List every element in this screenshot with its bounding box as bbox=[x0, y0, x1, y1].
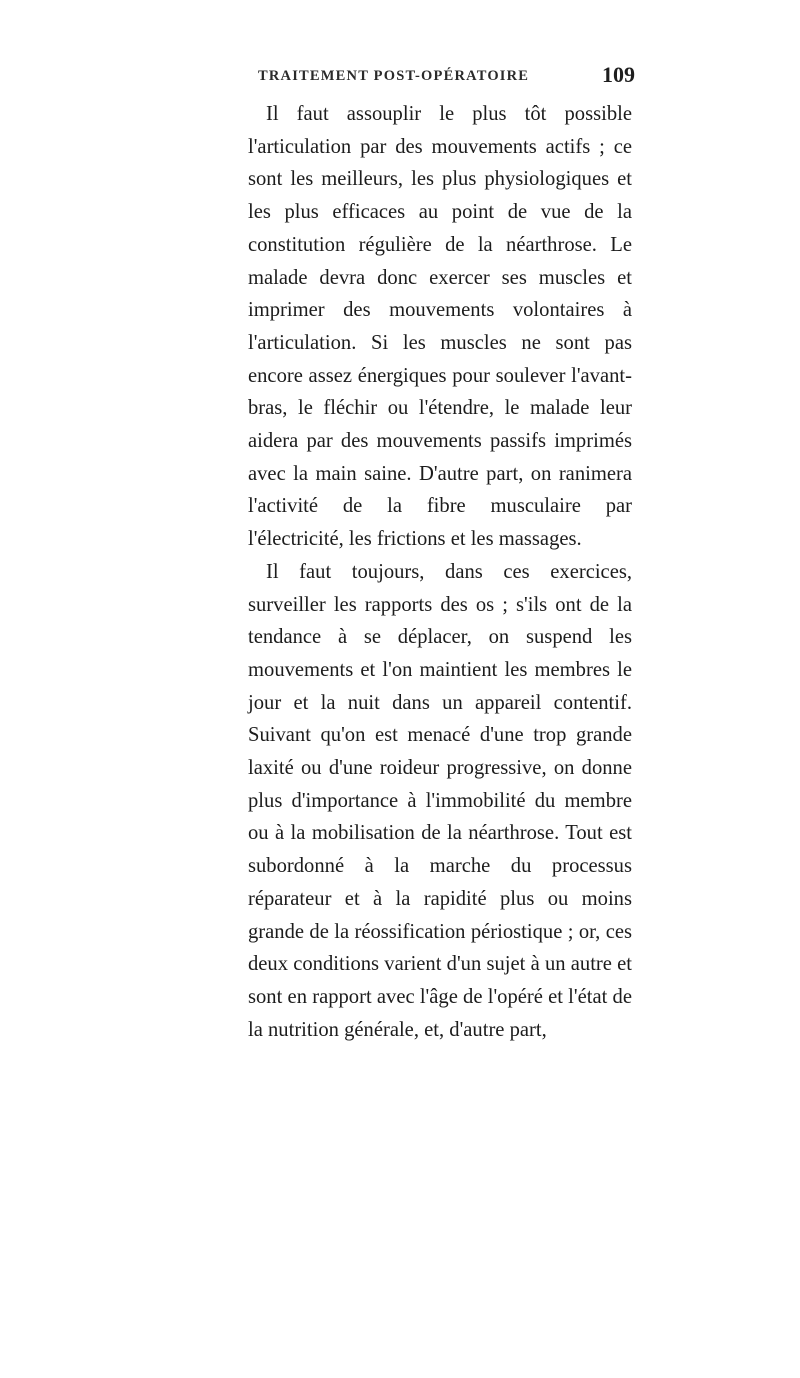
body-text bbox=[248, 98, 632, 1046]
page-number: 109 bbox=[602, 62, 635, 87]
paragraph: Il faut assouplir le plus tôt possible l'articulation par des mouvements actifs ; ce sont les meilleurs, les plus physiologiques et les plus efficaces au point de vue de la constitution régulière de la néarthrose. Le malade devra donc exercer ses muscles et imprimer des mouvements volontaires à l'articulation. Si les muscles ne sont pas encore assez énergiques pour soulever l'avant-bras, le fléchir ou l'étendre, le malade leur aidera par des mouvements passifs imprimés avec la main saine. D'autre part, on ranimera l'activité de la fibre musculaire par l'électricité, les frictions et les massages. bbox=[248, 103, 632, 551]
paragraph: Il faut toujours, dans ces exercices, surveiller les rapports des os ; s'ils ont de la tendance à se déplacer, on suspend les mouvements et l'on maintient les membres le jour et la nuit dans un appareil contentif. Suivant qu'on est menacé d'une trop grande laxité ou d'une roideur progressive, on donne plus d'importance à l'immobilité du membre ou à la mobilisation de la néarthrose. Tout est subordonné à la marche du processus réparateur et à la rapidité plus ou moins grande de la réossification périostique ; or, ces deux conditions varient d'un sujet à un autre et sont en rapport avec l'âge de l'opéré et l'état de la nutrition générale, et, d'autre part, bbox=[248, 560, 632, 1041]
running-title: TRAITEMENT POST-OPÉRATOIRE bbox=[258, 68, 530, 84]
